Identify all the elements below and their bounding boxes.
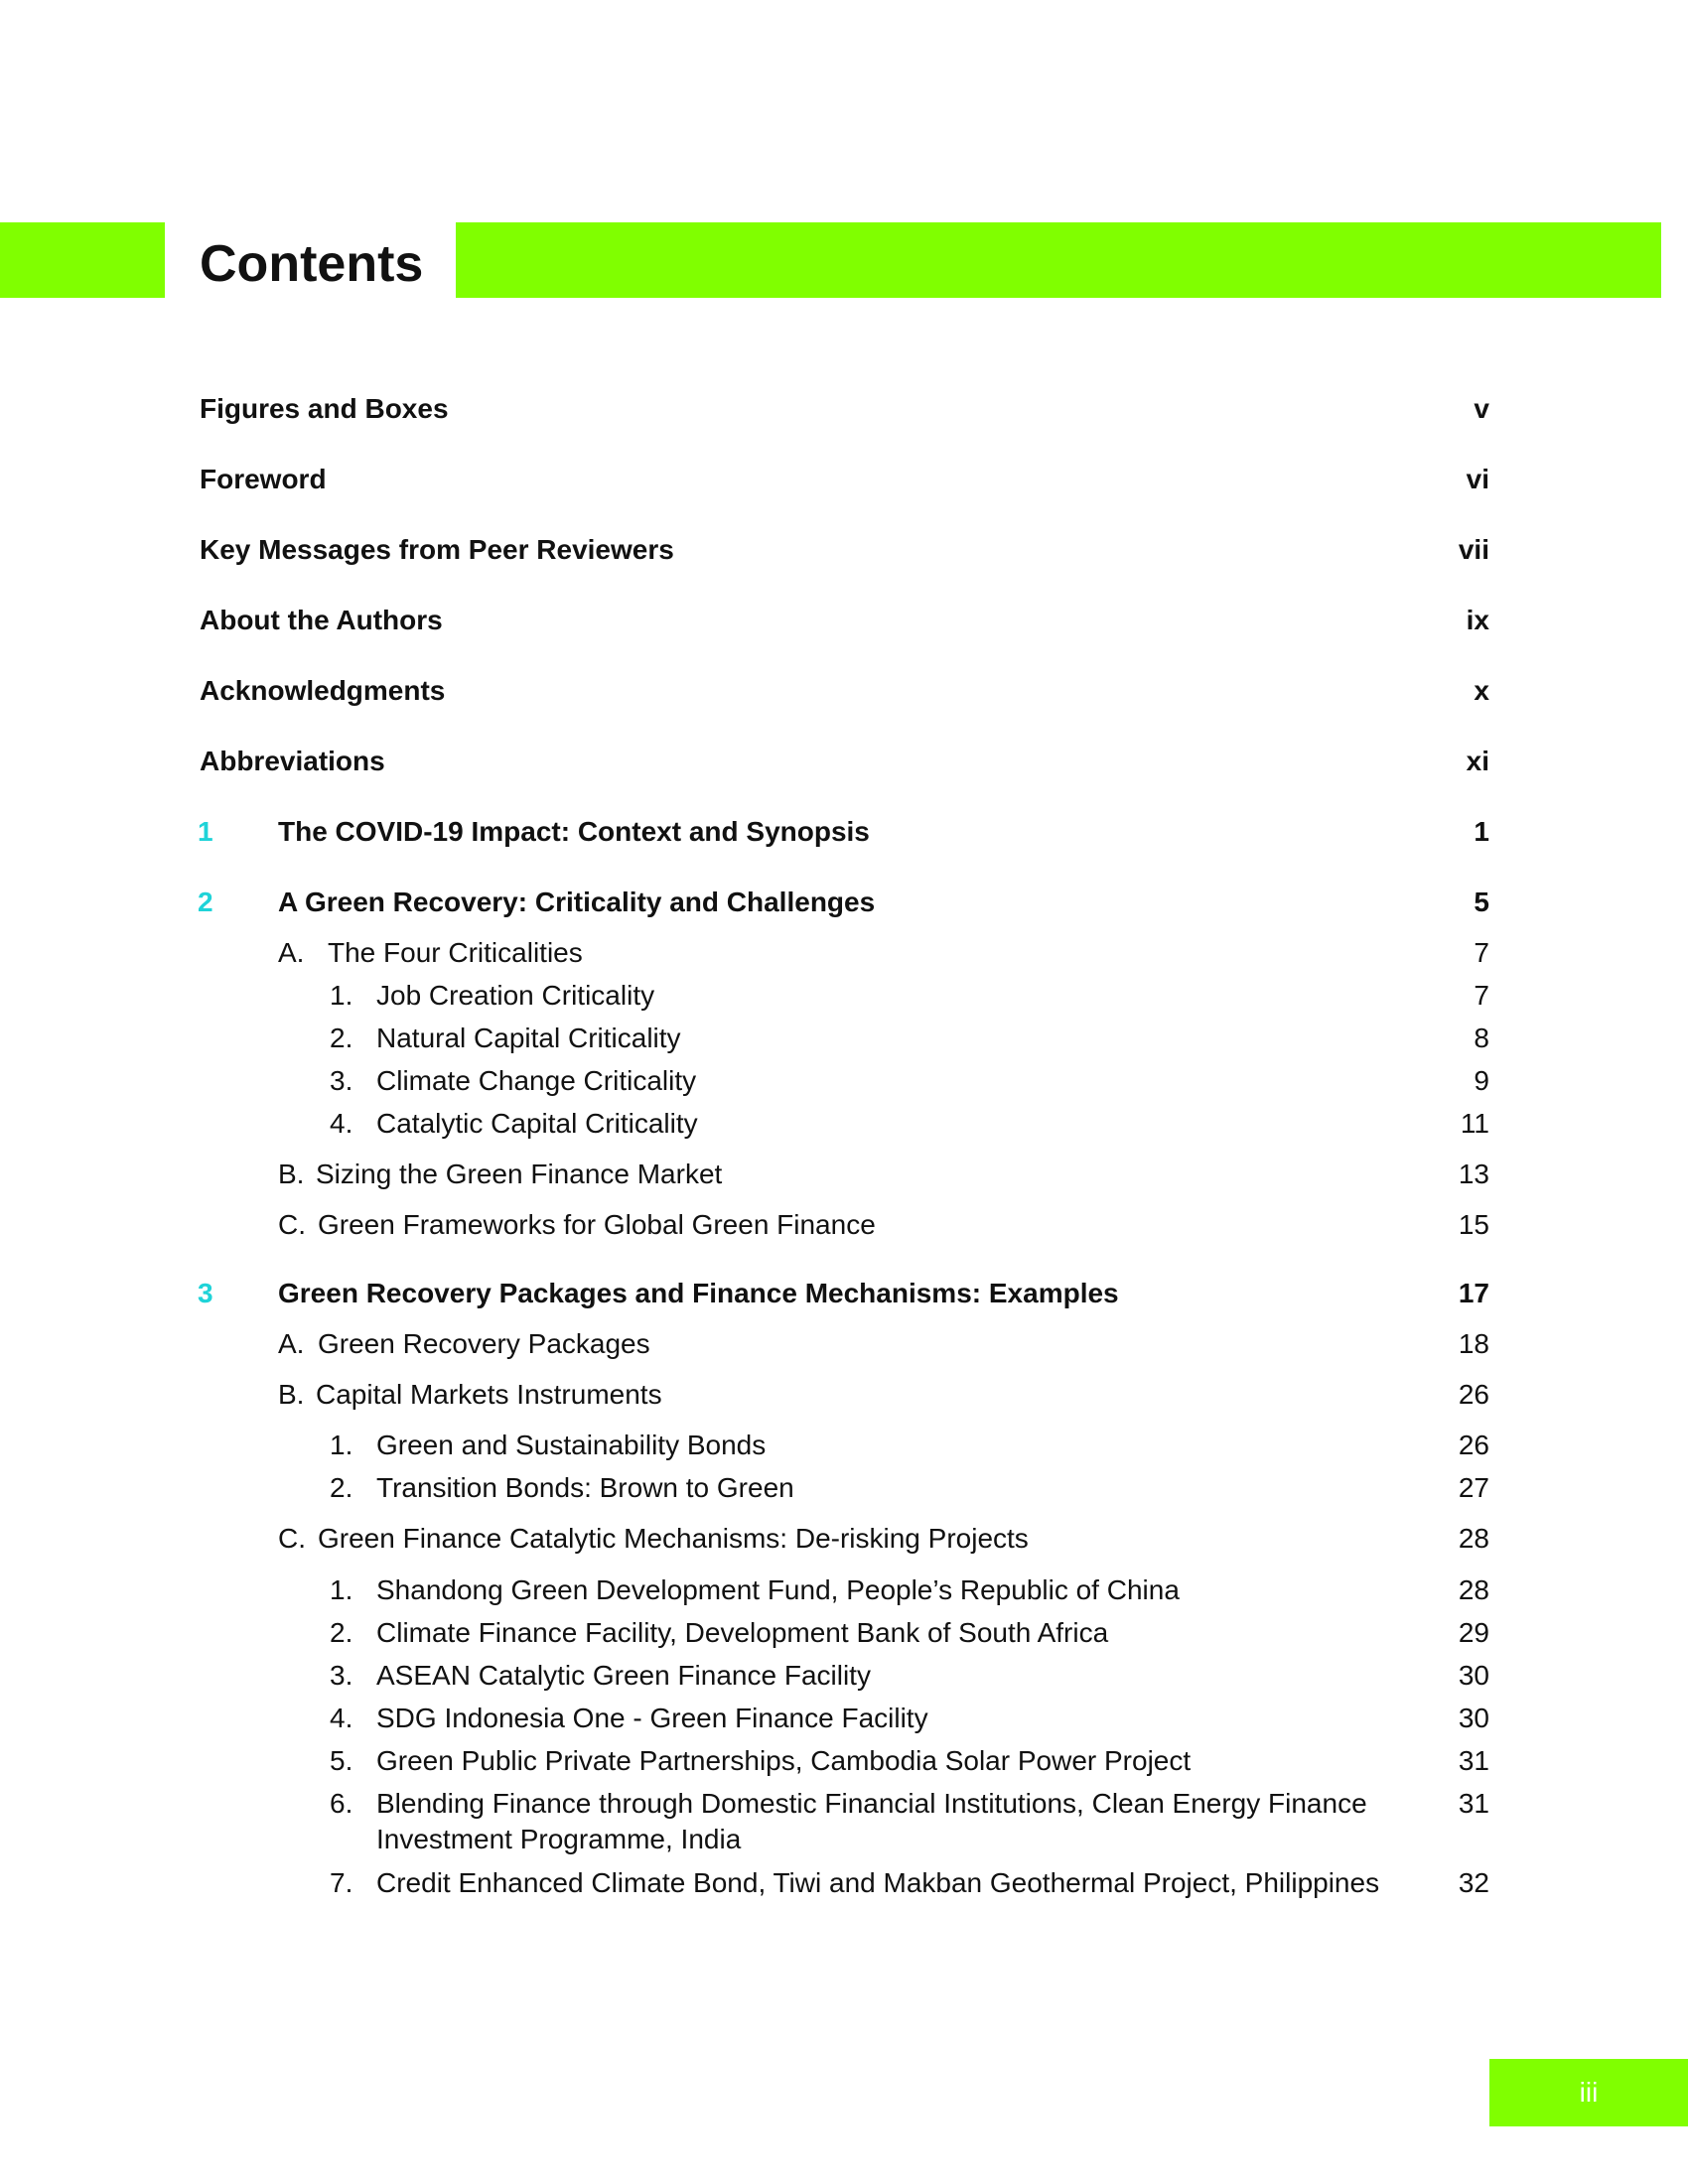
subsection-page: 30 — [1458, 1703, 1489, 1733]
subsection-number: 2. — [330, 1617, 353, 1648]
subsection-number: 2. — [330, 1472, 353, 1503]
section-letter: A. — [278, 937, 305, 968]
toc-entry-about-the-authors[interactable] — [0, 601, 1688, 640]
subsection-page: 31 — [1458, 1745, 1489, 1776]
chapter-page: 1 — [1474, 816, 1489, 847]
section-title: Capital Markets Instruments — [316, 1379, 662, 1410]
chapter-page: 5 — [1474, 887, 1489, 917]
toc-entry-page: ix — [1466, 605, 1489, 635]
subsection-page: 8 — [1474, 1023, 1489, 1053]
subsection-page: 26 — [1458, 1430, 1489, 1460]
toc-chapter-1[interactable] — [0, 812, 1688, 852]
subsection-title: Green Public Private Partnerships, Cambodia Solar Power Project — [376, 1745, 1192, 1776]
toc-subsection[interactable] — [0, 1784, 1688, 1859]
subsection-number: 3. — [330, 1065, 353, 1096]
section-title: The Four Criticalities — [328, 937, 583, 968]
toc-subsection[interactable] — [0, 1104, 1688, 1144]
subsection-title: SDG Indonesia One - Green Finance Facility — [376, 1703, 928, 1733]
toc-entry-foreword[interactable] — [0, 460, 1688, 499]
toc-section[interactable] — [0, 933, 1688, 973]
subsection-title: Climate Finance Facility, Development Bank of South Africa — [376, 1617, 1109, 1648]
toc-subsection[interactable] — [0, 1741, 1688, 1781]
toc-subsection[interactable] — [0, 976, 1688, 1016]
subsection-number: 4. — [330, 1108, 353, 1139]
subsection-page: 32 — [1458, 1867, 1489, 1898]
toc-entry-key-messages[interactable] — [0, 530, 1688, 570]
subsection-page: 29 — [1458, 1617, 1489, 1648]
toc-entry-page: vi — [1466, 464, 1489, 494]
toc-chapter-2[interactable] — [0, 883, 1688, 922]
toc-subsection[interactable] — [0, 1468, 1688, 1508]
subsection-title: Shandong Green Development Fund, People’s Republic of China — [376, 1574, 1180, 1605]
section-page: 28 — [1458, 1523, 1489, 1554]
subsection-title: Natural Capital Criticality — [376, 1023, 681, 1053]
page-number-tab: iii — [1489, 2059, 1688, 2126]
subsection-page: 30 — [1458, 1660, 1489, 1691]
toc-entry-page: vii — [1458, 534, 1489, 565]
toc-subsection[interactable] — [0, 1699, 1688, 1738]
subsection-page: 9 — [1474, 1065, 1489, 1096]
toc-section[interactable] — [0, 1205, 1688, 1245]
toc-section[interactable] — [0, 1324, 1688, 1364]
toc-subsection[interactable] — [0, 1019, 1688, 1058]
subsection-title: Credit Enhanced Climate Bond, Tiwi and Makban Geothermal Project, Philippines — [376, 1867, 1380, 1898]
section-title: Green Frameworks for Global Green Finance — [318, 1209, 876, 1240]
section-letter: A. — [278, 1328, 305, 1359]
toc-section[interactable] — [0, 1375, 1688, 1415]
toc-entry-title: Abbreviations — [200, 746, 385, 776]
section-page: 26 — [1458, 1379, 1489, 1410]
section-letter: B. — [278, 1379, 305, 1410]
toc-entry-title: Acknowledgments — [200, 675, 446, 706]
subsection-page: 7 — [1474, 980, 1489, 1011]
section-page: 18 — [1458, 1328, 1489, 1359]
section-page: 7 — [1474, 937, 1489, 968]
section-letter: B. — [278, 1159, 305, 1189]
subsection-number: 2. — [330, 1023, 353, 1053]
subsection-number: 1. — [330, 1574, 353, 1605]
subsection-title: Green and Sustainability Bonds — [376, 1430, 767, 1460]
section-page: 13 — [1458, 1159, 1489, 1189]
toc-section[interactable] — [0, 1519, 1688, 1559]
subsection-title: Job Creation Criticality — [376, 980, 655, 1011]
toc-entry-title: Key Messages from Peer Reviewers — [200, 534, 674, 565]
toc-subsection[interactable] — [0, 1613, 1688, 1653]
toc-subsection[interactable] — [0, 1426, 1688, 1465]
section-title: Green Recovery Packages — [318, 1328, 650, 1359]
header-bar-right — [456, 222, 1661, 298]
subsection-number: 5. — [330, 1745, 353, 1776]
section-page: 15 — [1458, 1209, 1489, 1240]
section-letter: C. — [278, 1209, 306, 1240]
toc-entry-title: About the Authors — [200, 605, 443, 635]
toc-entry-page: v — [1474, 393, 1489, 424]
toc-entry-acknowledgments[interactable] — [0, 671, 1688, 711]
toc-subsection[interactable] — [0, 1863, 1688, 1903]
subsection-title: ASEAN Catalytic Green Finance Facility — [376, 1660, 871, 1691]
subsection-number: 6. — [330, 1788, 353, 1819]
subsection-number: 7. — [330, 1867, 353, 1898]
toc-entry-figures-and-boxes[interactable] — [0, 389, 1688, 429]
toc-entry-page: x — [1474, 675, 1489, 706]
page-title: Contents — [200, 235, 424, 293]
toc-subsection[interactable] — [0, 1656, 1688, 1696]
chapter-title: Green Recovery Packages and Finance Mechanisms: Examples — [278, 1278, 1119, 1308]
subsection-title: Climate Change Criticality — [376, 1065, 697, 1096]
chapter-number: 1 — [198, 816, 213, 847]
toc-subsection[interactable] — [0, 1570, 1688, 1610]
toc-entry-title: Foreword — [200, 464, 327, 494]
chapter-title: The COVID-19 Impact: Context and Synopsis — [278, 816, 870, 847]
chapter-title: A Green Recovery: Criticality and Challenges — [278, 887, 876, 917]
subsection-page: 28 — [1458, 1574, 1489, 1605]
toc-section[interactable] — [0, 1155, 1688, 1194]
chapter-number: 3 — [198, 1278, 213, 1308]
section-letter: C. — [278, 1523, 306, 1554]
subsection-number: 3. — [330, 1660, 353, 1691]
section-title: Sizing the Green Finance Market — [316, 1159, 723, 1189]
subsection-page: 27 — [1458, 1472, 1489, 1503]
subsection-number: 1. — [330, 980, 353, 1011]
subsection-title: Blending Finance through Domestic Financial Institutions, Clean Energy Finance — [376, 1788, 1367, 1819]
toc-entry-abbreviations[interactable] — [0, 742, 1688, 781]
header-bar-left — [0, 222, 165, 298]
chapter-page: 17 — [1458, 1278, 1489, 1308]
subsection-title-continued: Investment Programme, India — [376, 1824, 742, 1854]
subsection-title: Transition Bonds: Brown to Green — [376, 1472, 794, 1503]
subsection-title: Catalytic Capital Criticality — [376, 1108, 698, 1139]
subsection-number: 1. — [330, 1430, 353, 1460]
section-title: Green Finance Catalytic Mechanisms: De-risking Projects — [318, 1523, 1029, 1554]
toc-chapter-3[interactable] — [0, 1274, 1688, 1313]
subsection-number: 4. — [330, 1703, 353, 1733]
toc-entry-title: Figures and Boxes — [200, 393, 449, 424]
toc-subsection[interactable] — [0, 1061, 1688, 1101]
chapter-number: 2 — [198, 887, 213, 917]
subsection-page: 31 — [1458, 1788, 1489, 1819]
toc-entry-page: xi — [1466, 746, 1489, 776]
subsection-page: 11 — [1460, 1108, 1489, 1139]
